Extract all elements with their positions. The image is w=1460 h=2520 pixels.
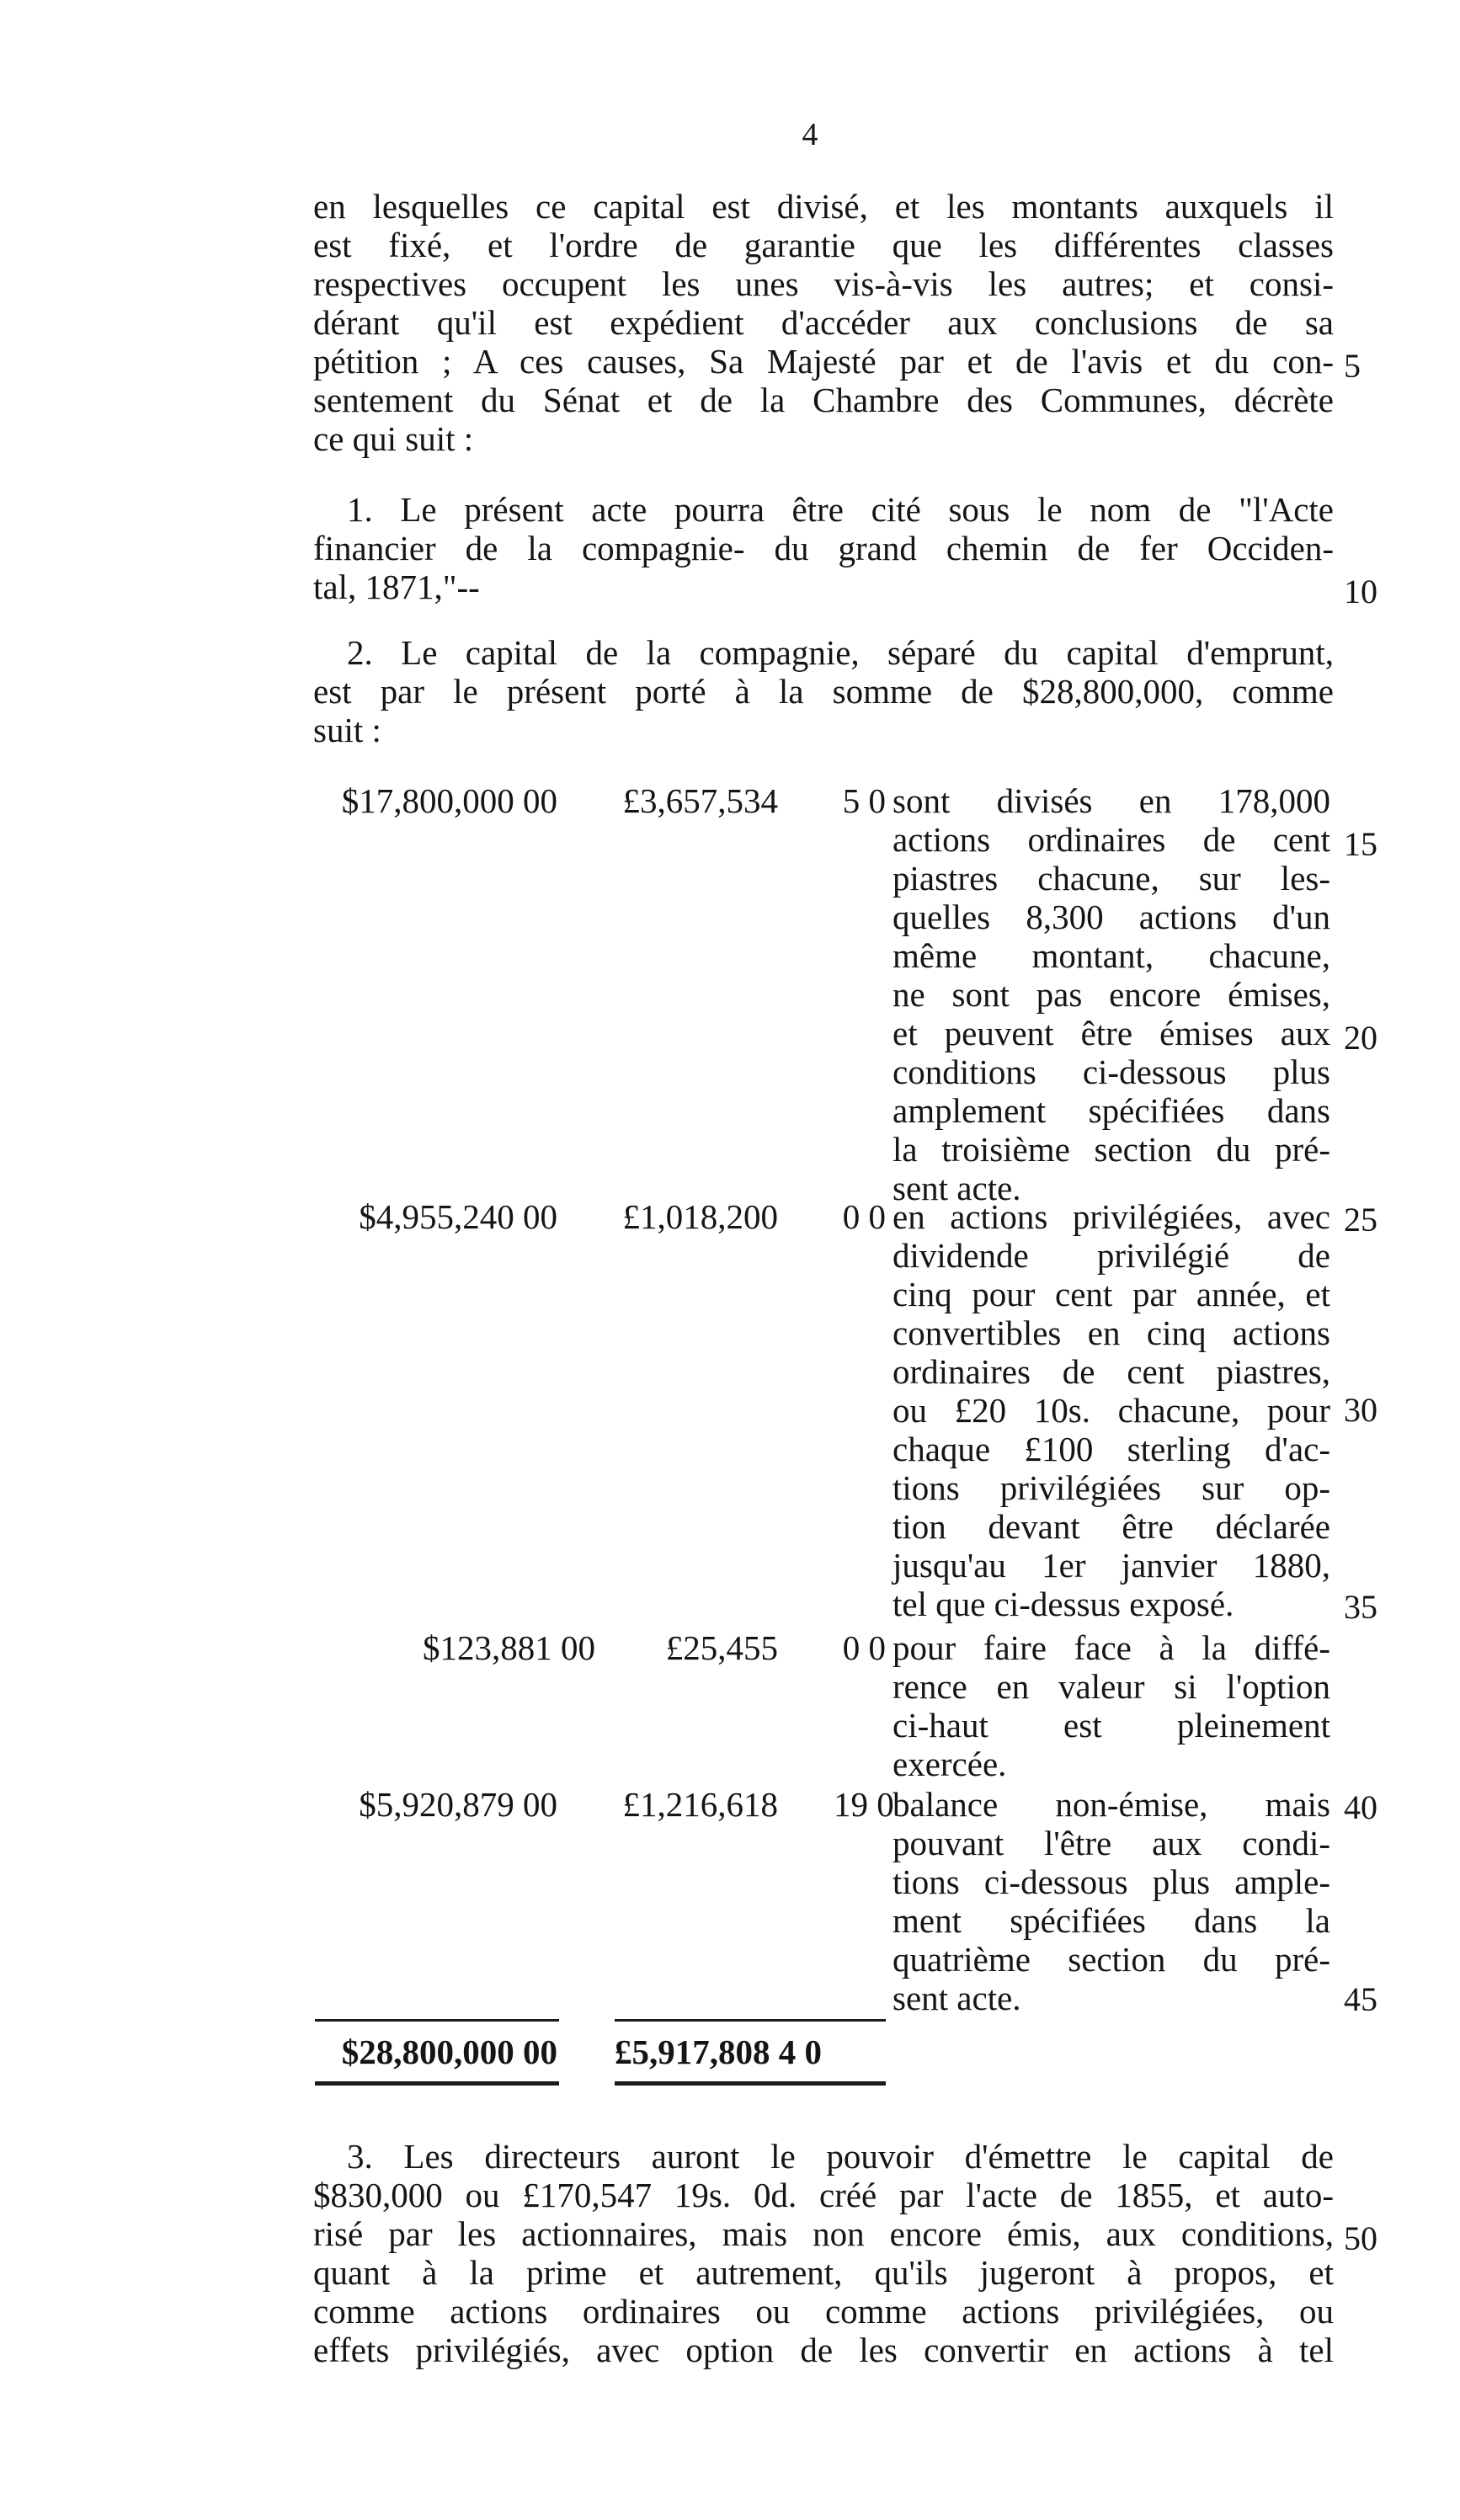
entry-text-line: ment spécifiées dans la (893, 1901, 1330, 1940)
entry-dollars: $5,920,879 00 (359, 1785, 557, 1824)
entry-text-line: quelles 8,300 actions d'un (893, 898, 1330, 936)
entry-pounds: £3,657,534 (622, 781, 778, 820)
section3-line: quant à la prime et autrement, qu'ils jugeront à propos, et (313, 2253, 1334, 2292)
entry-text-line: ordinaires de cent piastres, (893, 1352, 1330, 1391)
entry-text-line: quatrième section du pré- (893, 1940, 1330, 1979)
entry-text-line: ou £20 10s. chacune, pour (893, 1391, 1330, 1430)
entry-text-line: pour faire face à la diffé- (893, 1628, 1330, 1667)
entry-text-line: tel que ci-dessus exposé. (893, 1585, 1234, 1623)
section3-line: comme actions ordinaires ou comme actions privilégiées, ou (313, 2292, 1334, 2331)
intro-line: sentement du Sénat et de la Chambre des Communes, décrète (313, 381, 1334, 419)
entry-text-line: sent acte. (893, 1979, 1021, 2017)
section2-line: suit : (313, 711, 381, 749)
entry-pounds: £25,455 (665, 1628, 778, 1667)
entry-text-line: en actions privilégiées, avec (893, 1197, 1330, 1236)
entry-text-line: piastres chacune, sur les- (893, 859, 1330, 898)
intro-line: respectives occupent les unes vis-à-vis les autres; et consi- (313, 264, 1334, 303)
entry-shillings-pence: 5 0 (842, 781, 886, 820)
total-rule-bottom (315, 2081, 559, 2086)
section3-line: 3. Les directeurs auront le pouvoir d'émettre le capital de (347, 2137, 1334, 2176)
section2-line: 2. Le capital de la compagnie, séparé du capital d'emprunt, (347, 633, 1334, 672)
entry-text-line: chaque £100 sterling d'ac- (893, 1430, 1330, 1468)
margin-line-number: 30 (1344, 1391, 1377, 1429)
section1-line: tal, 1871,"-- (313, 567, 480, 606)
total-rule-top (315, 2019, 559, 2022)
entry-shillings-pence: 0 0 (842, 1197, 886, 1236)
margin-line-number: 20 (1344, 1019, 1377, 1057)
entry-dollars: $4,955,240 00 (359, 1197, 557, 1236)
intro-line: ce qui suit : (313, 419, 474, 458)
section2-line: est par le présent porté à la somme de $28,800,000, comme (313, 672, 1334, 711)
entry-text-line: balance non-émise, mais (893, 1785, 1330, 1824)
total-rule-top (615, 2019, 886, 2022)
section1-line: 1. Le présent acte pourra être cité sous le nom de "l'Acte (347, 490, 1334, 529)
entry-dollars: $123,881 00 (423, 1628, 595, 1667)
entry-text-line: exercée. (893, 1745, 1007, 1783)
entry-pounds: £1,216,618 (622, 1785, 778, 1824)
entry-text-line: rence en valeur si l'option (893, 1667, 1330, 1706)
entry-text-line: amplement spécifiées dans (893, 1091, 1330, 1130)
entry-text-line: ci-haut est pleinement (893, 1706, 1330, 1745)
entry-shillings-pence: 0 0 (842, 1628, 886, 1667)
section3-line: effets privilégiés, avec option de les convertir en actions à tel (313, 2331, 1334, 2369)
entry-shillings-pence: 19 0 (834, 1785, 894, 1824)
margin-line-number: 10 (1344, 573, 1377, 610)
entry-text-line: conditions ci-dessous plus (893, 1052, 1330, 1091)
entry-pounds: £1,018,200 (622, 1197, 778, 1236)
entry-text-line: actions ordinaires de cent (893, 820, 1330, 859)
entry-text-line: sont divisés en 178,000 (893, 781, 1330, 820)
section1-line: financier de la compagnie- du grand chemin de fer Occiden- (313, 529, 1334, 567)
entry-text-line: tion devant être déclarée (893, 1507, 1330, 1546)
page-number: 4 (802, 117, 818, 152)
total-dollars: $28,800,000 00 (341, 2033, 557, 2071)
entry-text-line: même montant, chacune, (893, 936, 1330, 975)
section3-line: $830,000 ou £170,547 19s. 0d. créé par l'acte de 1855, et auto- (313, 2176, 1334, 2214)
margin-line-number: 5 (1344, 347, 1361, 385)
entry-text-line: tions ci-dessous plus ample- (893, 1862, 1330, 1901)
section3-line: risé par les actionnaires, mais non encore émis, aux conditions, (313, 2214, 1334, 2253)
intro-line: pétition ; A ces causes, Sa Majesté par et de l'avis et du con- (313, 342, 1334, 381)
margin-line-number: 25 (1344, 1201, 1377, 1239)
entry-dollars: $17,800,000 00 (341, 781, 557, 820)
margin-line-number: 50 (1344, 2219, 1377, 2257)
entry-text-line: jusqu'au 1er janvier 1880, (893, 1546, 1330, 1585)
entry-text-line: dividende privilégié de (893, 1236, 1330, 1275)
entry-text-line: ne sont pas encore émises, (893, 975, 1330, 1014)
margin-line-number: 35 (1344, 1588, 1377, 1626)
entry-text-line: et peuvent être émises aux (893, 1014, 1330, 1052)
margin-line-number: 45 (1344, 1980, 1377, 2018)
total-pounds: £5,917,808 4 0 (615, 2033, 822, 2071)
margin-line-number: 40 (1344, 1788, 1377, 1826)
intro-line: dérant qu'il est expédient d'accéder aux conclusions de sa (313, 303, 1334, 342)
margin-line-number: 15 (1344, 825, 1377, 863)
entry-text-line: cinq pour cent par année, et (893, 1275, 1330, 1313)
entry-text-line: pouvant l'être aux condi- (893, 1824, 1330, 1862)
entry-text-line: convertibles en cinq actions (893, 1313, 1330, 1352)
intro-line: est fixé, et l'ordre de garantie que les différentes classes (313, 226, 1334, 264)
entry-text-line: sent acte. (893, 1169, 1021, 1207)
entry-text-line: la troisième section du pré- (893, 1130, 1330, 1169)
intro-line: en lesquelles ce capital est divisé, et les montants auxquels il (313, 187, 1334, 226)
total-rule-bottom (615, 2081, 886, 2086)
entry-text-line: tions privilégiées sur op- (893, 1468, 1330, 1507)
